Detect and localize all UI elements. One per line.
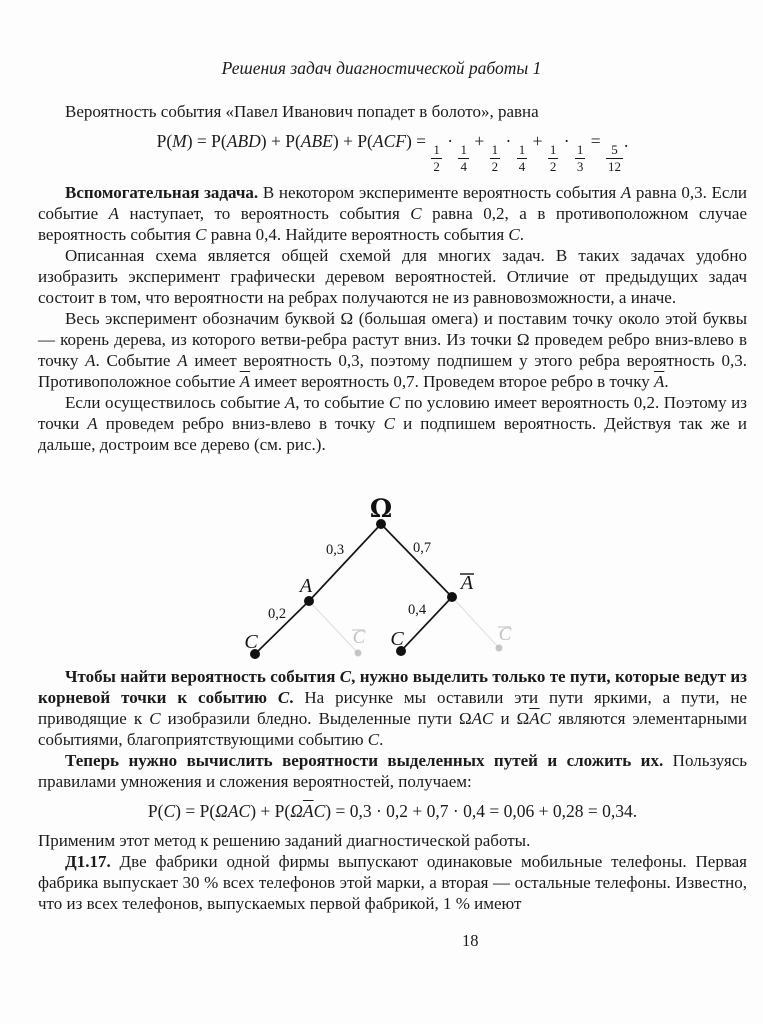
fraction: $\frac{1}{2}$: [433, 142, 440, 174]
text-run: =: [586, 131, 606, 151]
text-run: по условию имеет вероятность 0,2. Поэтому из точки: [38, 393, 747, 434]
text-run: M: [172, 131, 187, 151]
text-run: , то событие: [295, 393, 389, 413]
text-run: равна 0,2, а в противоположном случае вероятность события: [38, 204, 747, 245]
text-run: Ω: [290, 801, 303, 821]
text-run: C: [508, 225, 520, 245]
text-run: ·: [501, 131, 516, 151]
text-run: На рисунке мы оставили эти пути яркими, а пути, не приводящие к: [38, 688, 747, 728]
text-run: Пользуясь правилами умножения и сложения вероятностей, получаем:: [38, 751, 748, 791]
node-cbar-right-dot-faint: [496, 645, 503, 652]
text-run: В некотором эксперименте вероятность события: [258, 183, 621, 203]
text-run: .: [519, 225, 525, 245]
text-run: Две фабрики одной фирмы выпускают одинаковые мобильные телефоны. Первая фабрика выпускает 30 % всех телефонов этой марки, а вторая — остальные телефоны. Известно, что из всех телефонов, выпускаемых первой фабрикой, 1 % имеют: [38, 851, 747, 913]
paragraph: [38, 308, 747, 392]
text-run: A: [87, 414, 98, 434]
text-run: .: [624, 131, 629, 151]
fraction: $\frac{1}{4}$: [518, 142, 526, 174]
text-run: A: [284, 393, 296, 413]
text-run: $\overline{A}$: [653, 372, 665, 392]
text-run: P(: [156, 131, 173, 151]
text-run: и подпишем вероятность. Действуя так же и дальше, достроим все дерево (см. рис.).: [38, 414, 747, 455]
text-run: . Событие: [95, 351, 178, 371]
text-run: .: [289, 688, 294, 707]
text-run: C: [539, 709, 551, 728]
edge-a-cbar-faint: [309, 601, 358, 653]
text-run: A: [85, 351, 96, 371]
tree-cbar-right-label-faint: C: [498, 624, 512, 645]
probability-tree-figure: [230, 497, 520, 669]
text-run: ABD: [226, 131, 261, 151]
text-run: равна 0,4. Найдите вероятность события: [206, 225, 509, 245]
text-run: ) = 0,3 · 0,2 + 0,7 · 0,4 = 0,06 + 0,28 = 0,34.: [325, 801, 638, 821]
text-run: наступает, то вероятность события: [119, 204, 411, 224]
edge-label-omega-abar: 0,7: [412, 540, 432, 556]
text-run: .: [664, 372, 669, 392]
paragraph: [38, 245, 747, 308]
edge-label-abar-c: 0,4: [407, 602, 427, 618]
text-run: ABE: [300, 131, 333, 151]
text-run: +: [469, 131, 489, 151]
text-run: C: [163, 801, 176, 821]
text-run: +: [528, 131, 547, 151]
text-run: A: [108, 204, 120, 224]
paragraph: [38, 182, 747, 245]
text-run: ) = P(: [175, 801, 216, 821]
paragraph: [38, 750, 747, 792]
tree-abar-label: A: [460, 572, 474, 594]
text-run: имеет вероятность 0,7. Проведем второе ребро в точку: [250, 372, 654, 392]
fraction: $\frac{1}{2}$: [491, 142, 499, 174]
paragraph: [38, 666, 747, 750]
text-run: .: [379, 730, 384, 749]
text-run: ) =: [405, 131, 431, 151]
edge-label-omega-a: 0,3: [325, 542, 345, 558]
text-run: C: [277, 688, 290, 707]
text-run: C: [149, 709, 161, 728]
text-run: C: [195, 225, 207, 245]
text-run: ) + P(: [260, 131, 301, 151]
text-run: $\overline{A}$: [239, 372, 251, 392]
text-run: ACF: [372, 131, 406, 151]
text-run: AC: [227, 801, 251, 821]
fraction: $\frac{1}{4}$: [460, 142, 467, 174]
tree-diagram: [230, 497, 520, 669]
text-run: $\overline{A}$: [302, 801, 314, 821]
node-a-dot: [304, 596, 314, 606]
text-run: являются элементарными событиями, благоприятствующими событию: [38, 709, 747, 749]
content-after-figure: [38, 666, 747, 914]
text-run: AC: [471, 709, 494, 728]
text-run: A: [177, 351, 188, 371]
text-run: проведем ребро вниз-влево в точку: [97, 414, 384, 434]
tree-cbar-left-label-faint: C: [352, 627, 366, 648]
edge-abar-cbar-faint: [452, 597, 499, 648]
text-run: C: [367, 730, 380, 749]
text-run: изобразили бледно. Выделенные пути Ω: [160, 709, 472, 728]
text-run: равна 0,3. Если событие: [38, 183, 747, 224]
tree-a-label: A: [299, 575, 313, 597]
page-title: Решения задач диагностической работы 1: [221, 58, 542, 78]
text-run: ) + P(: [250, 801, 291, 821]
text-run: ) + P(: [332, 131, 373, 151]
text-run: Ω: [215, 801, 228, 821]
edge-label-a-c: 0,2: [267, 606, 287, 622]
text-run: Применим этот метод к решению заданий диагностической работы.: [38, 830, 531, 850]
tree-c-mid-label: C: [390, 628, 404, 650]
formula-line: [38, 801, 747, 823]
paragraph: [38, 851, 747, 914]
text-run: A: [620, 183, 632, 203]
paragraph: [38, 830, 747, 851]
text-run: Описанная схема является общей схемой для многих задач. В таких задачах удобно изобразить эксперимент графически деревом вероятностей. Отличие от предыдущих задач состоит в том, что вероятности на ребрах получаются не из равновозможности, а иначе.: [38, 246, 747, 308]
text-run: и Ω: [493, 709, 530, 728]
fraction: $\frac{5}{12}$: [608, 142, 622, 174]
node-cbar-left-dot-faint: [355, 650, 362, 657]
formula-line: [38, 131, 747, 175]
node-abar-dot: [447, 592, 457, 602]
content-before-figure: [38, 101, 747, 455]
text-run: Чтобы найти вероятность события: [65, 667, 340, 686]
text-run: C: [383, 414, 395, 434]
fraction: $\frac{1}{3}$: [576, 142, 584, 174]
text-run: C: [339, 667, 352, 686]
tree-c-left-label: C: [244, 631, 258, 653]
edge-omega-a: [309, 524, 381, 601]
text-run: Д1.17.: [65, 851, 111, 871]
text-run: ·: [442, 131, 458, 151]
paragraph: [38, 392, 747, 455]
page-number: 18: [462, 931, 479, 950]
text-run: , нужно выделить только те пути, которые ведут из корневой точки к событию: [38, 667, 747, 707]
text-run: Если осуществилось событие: [65, 393, 285, 413]
text-run: C: [313, 801, 326, 821]
text-run: P(: [147, 801, 164, 821]
text-run: ) = P(: [186, 131, 227, 151]
fraction: $\frac{1}{2}$: [549, 142, 557, 174]
text-run: Теперь нужно вычислить вероятности выделенных путей и сложить их.: [65, 751, 664, 770]
tree-root-label: Ω: [369, 497, 393, 523]
text-run: ·: [559, 131, 574, 151]
text-run: имеет вероятность 0,3, поэтому подпишем у этого ребра вероятность 0,3. Противоположное событие: [38, 351, 748, 392]
text-run: Вспомогательная задача.: [65, 183, 259, 203]
edge-omega-abar: [381, 524, 452, 597]
text-run: C: [388, 393, 401, 413]
text-run: $\overline{A}$: [529, 709, 540, 728]
text-run: Вероятность события «Павел Иванович попадет в болото», равна: [65, 102, 539, 121]
paragraph: [38, 101, 747, 122]
text-run: Весь эксперимент обозначим буквой Ω (большая омега) и поставим точку около этой буквы — корень дерева, из которого ветви-ребра растут вниз. Из точки Ω проведем ребро вниз-влево в точку: [38, 309, 747, 371]
text-run: C: [410, 204, 422, 224]
